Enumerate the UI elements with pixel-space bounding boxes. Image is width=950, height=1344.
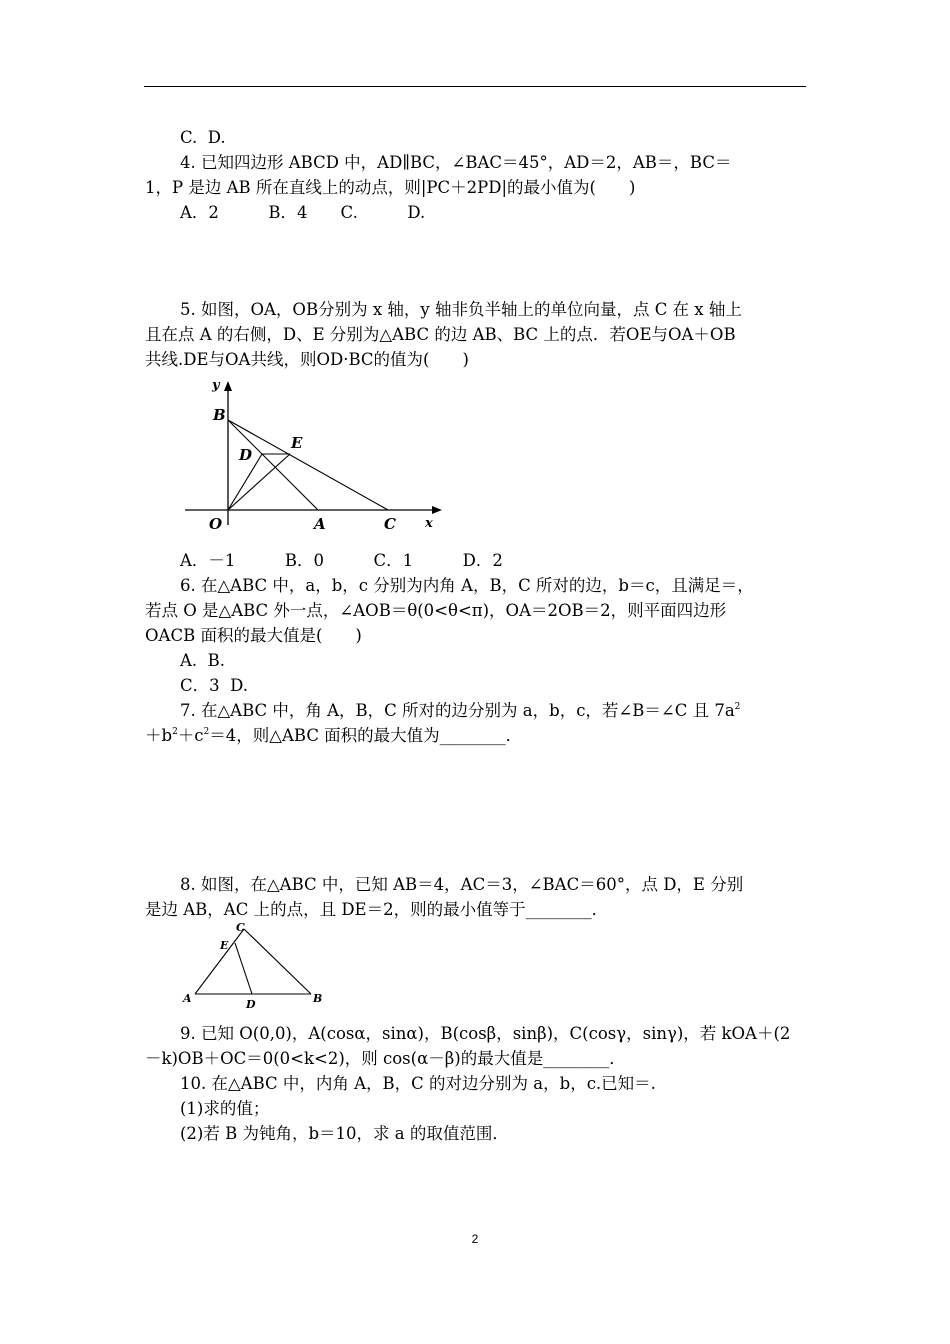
q9-line2: －k)OB＋OC＝0(0<k<2)，则 cos(α－β)的最大值是________． <box>145 1049 626 1068</box>
label-a: A <box>183 992 192 1005</box>
q8-line1: 8. 如图，在△ABC 中，已知 AB＝4，AC＝3，∠BAC＝60°，点 D，E 分别 <box>180 875 744 894</box>
q8-line2: 是边 AB，AC 上的点，且 DE＝2，则的最小值等于________． <box>145 900 609 919</box>
header-rule <box>144 86 806 87</box>
x-axis-arrow <box>432 506 442 514</box>
q7-line1: 7. 在△ABC 中，角 A，B，C 所对的边分别为 a，b，c，若∠B＝∠C 且 $7a^2$ <box>180 701 741 720</box>
q6-line3: OACB 面积的最大值是( ) <box>145 626 362 645</box>
q6-line2: 若点 O 是△ABC 外一点，∠AOB＝θ(0<θ<π)，OA＝2OB＝2，则平面四边形 <box>145 601 727 620</box>
q10-part1: (1)求的值； <box>180 1099 270 1118</box>
q5-line1: 5. 如图，OA，OB分别为 x 轴，y 轴非负半轴上的单位向量，点 C 在 x 轴上 <box>180 300 742 319</box>
q6-options2: C．3 D. <box>180 676 248 695</box>
q5-options: A．－1 B．0 C．1 D．2 <box>180 551 503 570</box>
segment-oe <box>228 454 290 510</box>
q8-figure <box>180 918 330 1010</box>
q6-options1: A. B. <box>180 651 226 670</box>
q5-line3: 共线.DE与OA共线，则OD·BC的值为( ) <box>145 350 469 369</box>
label-c: C <box>384 515 396 533</box>
q10-part2: (2)若 B 为钝角，b＝10，求 a 的取值范围． <box>180 1124 509 1143</box>
label-d: D <box>246 998 256 1010</box>
q6-line1: 6. 在△ABC 中，a，b，c 分别为内角 A，B，C 所对的边，b＝c，且满足＝， <box>180 576 754 595</box>
q10-line1: 10. 在△ABC 中，内角 A，B，C 的对边分别为 a，b，c.已知＝. <box>180 1074 656 1093</box>
q4-line2: 1，P 是边 AB 所在直线上的动点，则|PC＋2PD|的最小值为( ) <box>145 178 636 197</box>
segment-bc <box>228 420 388 510</box>
page-number: 2 <box>471 1232 479 1246</box>
q4-line1: 4. 已知四边形 ABCD 中，AD∥BC，∠BAC＝45°，AD＝2，AB＝，BC＝ <box>180 153 732 172</box>
label-e: E <box>291 434 303 452</box>
segment-cb <box>244 929 311 994</box>
q4-options: A．2 B．4 C. D. <box>180 203 426 222</box>
q5-figure <box>180 375 450 540</box>
label-d: D <box>239 446 253 464</box>
label-a: A <box>314 515 326 533</box>
q7-line2: $+b^2+c^2=4$，则△ABC 面积的最大值为________． <box>145 726 523 745</box>
segment-ba <box>228 420 318 510</box>
label-b: B <box>213 406 226 424</box>
label-c: C <box>236 921 245 934</box>
q9-line1: 9. 已知 O(0,0)，A(cosα，sinα)，B(cosβ，sinβ)，C(cosγ，sinγ)，若 kOA＋(2 <box>180 1024 791 1043</box>
label-y: y <box>212 378 220 393</box>
label-b: B <box>313 992 323 1005</box>
q3-options: C. D. <box>180 128 226 147</box>
label-e: E <box>220 939 229 952</box>
q5-line2: 且在点 A 的右侧，D、E 分别为△ABC 的边 AB、BC 上的点．若OE与OA＋OB <box>145 325 736 344</box>
segment-de <box>235 943 252 994</box>
label-o: O <box>209 515 223 533</box>
label-x: x <box>425 516 433 531</box>
y-axis-arrow <box>224 381 232 391</box>
